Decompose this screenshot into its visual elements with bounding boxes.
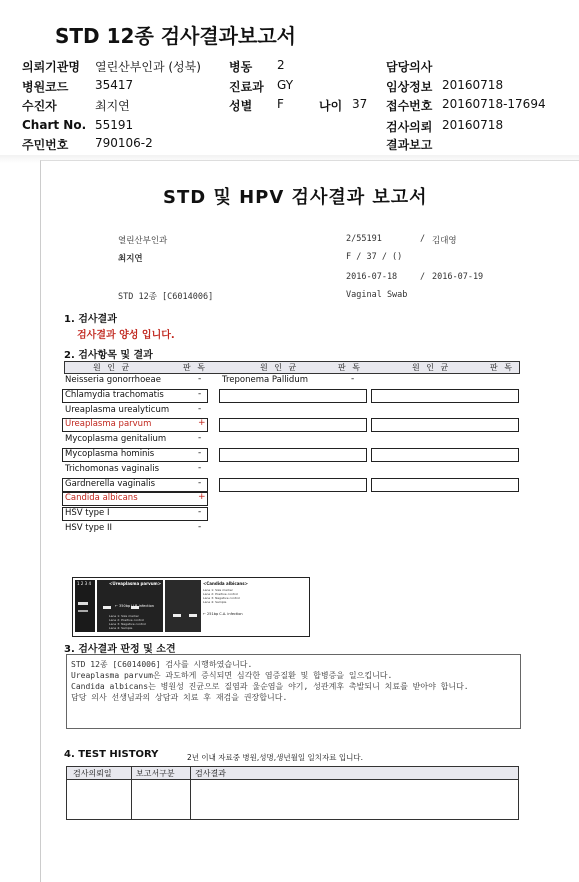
gel-legend-line: Lane 3: Negative control xyxy=(203,596,240,600)
header-value: 2 xyxy=(277,58,285,72)
col2-empty-row xyxy=(219,418,367,432)
header-label: 임상정보 xyxy=(386,80,433,94)
header-label: 결과보고 xyxy=(386,138,433,152)
header-value: 최지연 xyxy=(95,99,130,113)
section-1-title: 1. 검사결과 xyxy=(64,314,117,325)
report-title: STD 12종 검사결과보고서 xyxy=(55,24,296,48)
interpretation-line: 담당 의사 선생님과의 상담과 치료 후 재검을 권장합니다. xyxy=(71,693,288,702)
pathogen-name: Neisseria gonorrhoeae xyxy=(65,375,161,385)
pathogen-result: - xyxy=(198,374,202,384)
gel-left-ladder xyxy=(75,580,95,632)
date-reported: 2016-07-19 xyxy=(432,272,484,282)
pathogen-name: Treponema Pallidum xyxy=(222,375,308,385)
history-header-result: 검사결과 xyxy=(195,769,226,778)
interpretation-text xyxy=(71,659,469,703)
gel-note-right: ← 251bp C.A. infection xyxy=(203,612,243,616)
history-col-divider xyxy=(190,767,191,819)
gel-legend-line: Lane 1: Size marker xyxy=(203,588,233,592)
history-col-divider xyxy=(131,767,132,819)
pathogen-result: - xyxy=(198,522,202,532)
history-header-date: 검사의뢰일 xyxy=(73,769,112,778)
gel-lane-numbers: 1 2 3 4 xyxy=(77,581,91,586)
history-note: 2년 이내 자료중 병원,성명,생년월일 일치자료 입니다. xyxy=(187,753,363,762)
gel-legend-line: Lane 3: Negative control xyxy=(109,622,146,626)
patient-name: 최지연 xyxy=(118,254,143,264)
gel-label-right: <Candida albicans> xyxy=(203,581,248,586)
pathogen-result: - xyxy=(198,403,202,414)
interpretation-box xyxy=(66,654,521,729)
sex-age: F / 37 / () xyxy=(346,252,403,262)
col3-empty-row xyxy=(371,478,519,492)
pathogen-result: - xyxy=(198,388,202,399)
header-value: 35417 xyxy=(95,78,134,92)
section-3-title: 3. 검사결과 판정 및 소견 xyxy=(64,644,176,655)
gel-band xyxy=(189,614,197,617)
header-label: 의뢰기관명 xyxy=(22,60,80,74)
header-value: 20160718-17694 xyxy=(442,97,546,111)
pathogen-name: Mycoplasma genitalium xyxy=(65,434,167,445)
header-label: 검사의뢰 xyxy=(386,120,433,134)
pathogen-name: Chlamydia trachomatis xyxy=(65,389,164,400)
header-label: 병동 xyxy=(229,60,253,74)
chart-ref: 2/55191 xyxy=(346,234,382,244)
header-label: 수진자 xyxy=(22,99,57,113)
gel-legend-line: Lane 1: Size marker xyxy=(109,614,139,618)
slash-1: / xyxy=(420,234,426,244)
gel-label-left: <Ureaplasma parvum> xyxy=(109,581,162,586)
col2-empty-row xyxy=(219,478,367,492)
gel-legend-left xyxy=(109,614,146,630)
gel-band xyxy=(78,610,88,612)
header-label: 주민번호 xyxy=(22,138,69,152)
doctor-name: 김대영 xyxy=(432,236,457,246)
report-subtitle: STD 및 HPV 검사결과 보고서 xyxy=(163,187,428,208)
pathogen-result: + xyxy=(198,492,206,503)
header-value: 20160718 xyxy=(442,78,504,92)
pathogen-result: + xyxy=(198,418,206,429)
gel-band xyxy=(173,614,181,617)
gel-right-lanes xyxy=(165,580,201,632)
header-label: 병원코드 xyxy=(22,80,69,94)
col3-pathogen-header: 원 인 균 xyxy=(412,363,451,372)
pathogen-name: Candida albicans xyxy=(65,493,138,504)
pathogen-name: Mycoplasma hominis xyxy=(65,449,155,459)
pathogen-result: - xyxy=(198,433,202,444)
header-label: 접수번호 xyxy=(386,99,433,113)
specimen: Vaginal Swab xyxy=(346,290,408,300)
pathogen-name: HSV type II xyxy=(65,523,113,533)
gel-legend-line: Lane 2: Positive control xyxy=(203,592,239,596)
slash-2: / xyxy=(420,272,426,282)
pathogen-result: - xyxy=(198,448,202,458)
col3-empty-row xyxy=(371,418,519,432)
clinic-name: 열린산부인과 xyxy=(118,236,168,246)
pathogen-name: HSV type I xyxy=(65,508,110,519)
result-text: 검사결과 양성 입니다. xyxy=(77,330,175,341)
header-label: 담당의사 xyxy=(386,60,433,74)
date-received: 2016-07-18 xyxy=(346,272,398,282)
gel-legend-line: Lane 4: Sample xyxy=(109,626,133,630)
header-value: F xyxy=(277,97,284,111)
pathogen-name: Ureaplasma urealyticum xyxy=(65,404,170,415)
col2-result-header: 판 독 xyxy=(338,363,362,372)
gel-electrophoresis-image xyxy=(72,577,310,637)
pathogen-name: Trichomonas vaginalis xyxy=(65,463,160,474)
header-value: 790106-2 xyxy=(95,136,153,150)
col1-pathogen-header: 원 인 균 xyxy=(93,363,132,372)
section-4-title: 4. TEST HISTORY xyxy=(64,749,159,760)
pathogen-name: Gardnerella vaginalis xyxy=(65,478,156,489)
col2-empty-row xyxy=(219,389,367,403)
header-value: 37 xyxy=(352,97,368,111)
interpretation-line: Ureaplasma parvum은 과도하게 증식되면 심각한 염증질환 및 합병증을 일으킵니다. xyxy=(71,671,393,680)
history-header-row xyxy=(67,767,518,780)
history-table xyxy=(66,766,519,820)
interpretation-line: STD 12종 [C6014006] 검사를 시행하였습니다. xyxy=(71,660,253,669)
gel-band xyxy=(103,606,111,609)
gel-note-left: ← 350bp U.P. infection xyxy=(115,604,154,608)
section-2-title: 2. 검사항목 및 결과 xyxy=(64,350,153,361)
interpretation-line: Candida albicans는 병원성 진균으로 질염과 울순염을 야기, 성관계후 촉발되니 치료를 받아야 합니다. xyxy=(71,682,469,691)
col3-empty-row xyxy=(371,448,519,462)
gel-legend-line: Lane 4: Sample xyxy=(203,600,227,604)
pathogen-result: - xyxy=(198,462,202,473)
header-label: Chart No. xyxy=(22,118,87,132)
header-value: 20160718 xyxy=(442,118,504,132)
header-value: GY xyxy=(277,78,294,92)
header-value: 열린산부인과 (성북) xyxy=(95,60,201,74)
col3-result-header: 판 독 xyxy=(490,363,514,372)
pathogen-result: - xyxy=(198,477,202,488)
pathogen-result: - xyxy=(351,374,355,384)
pathogen-result: - xyxy=(198,507,202,518)
col2-empty-row xyxy=(219,448,367,462)
gel-band xyxy=(78,602,88,605)
test-code: STD 12종 [C6014006] xyxy=(118,292,214,302)
pathogen-name: Ureaplasma parvum xyxy=(65,419,152,430)
header-label: 진료과 xyxy=(229,80,264,94)
header-label: 성별 xyxy=(229,99,253,113)
col1-result-header: 판 독 xyxy=(183,363,207,372)
gel-legend-right xyxy=(203,588,240,604)
gel-legend-line: Lane 2: Positive control xyxy=(109,618,145,622)
col2-pathogen-header: 원 인 균 xyxy=(260,363,299,372)
header-label: 나이 xyxy=(319,99,343,113)
header-value: 55191 xyxy=(95,118,134,132)
col3-empty-row xyxy=(371,389,519,403)
history-header-type: 보고서구분 xyxy=(136,769,175,778)
